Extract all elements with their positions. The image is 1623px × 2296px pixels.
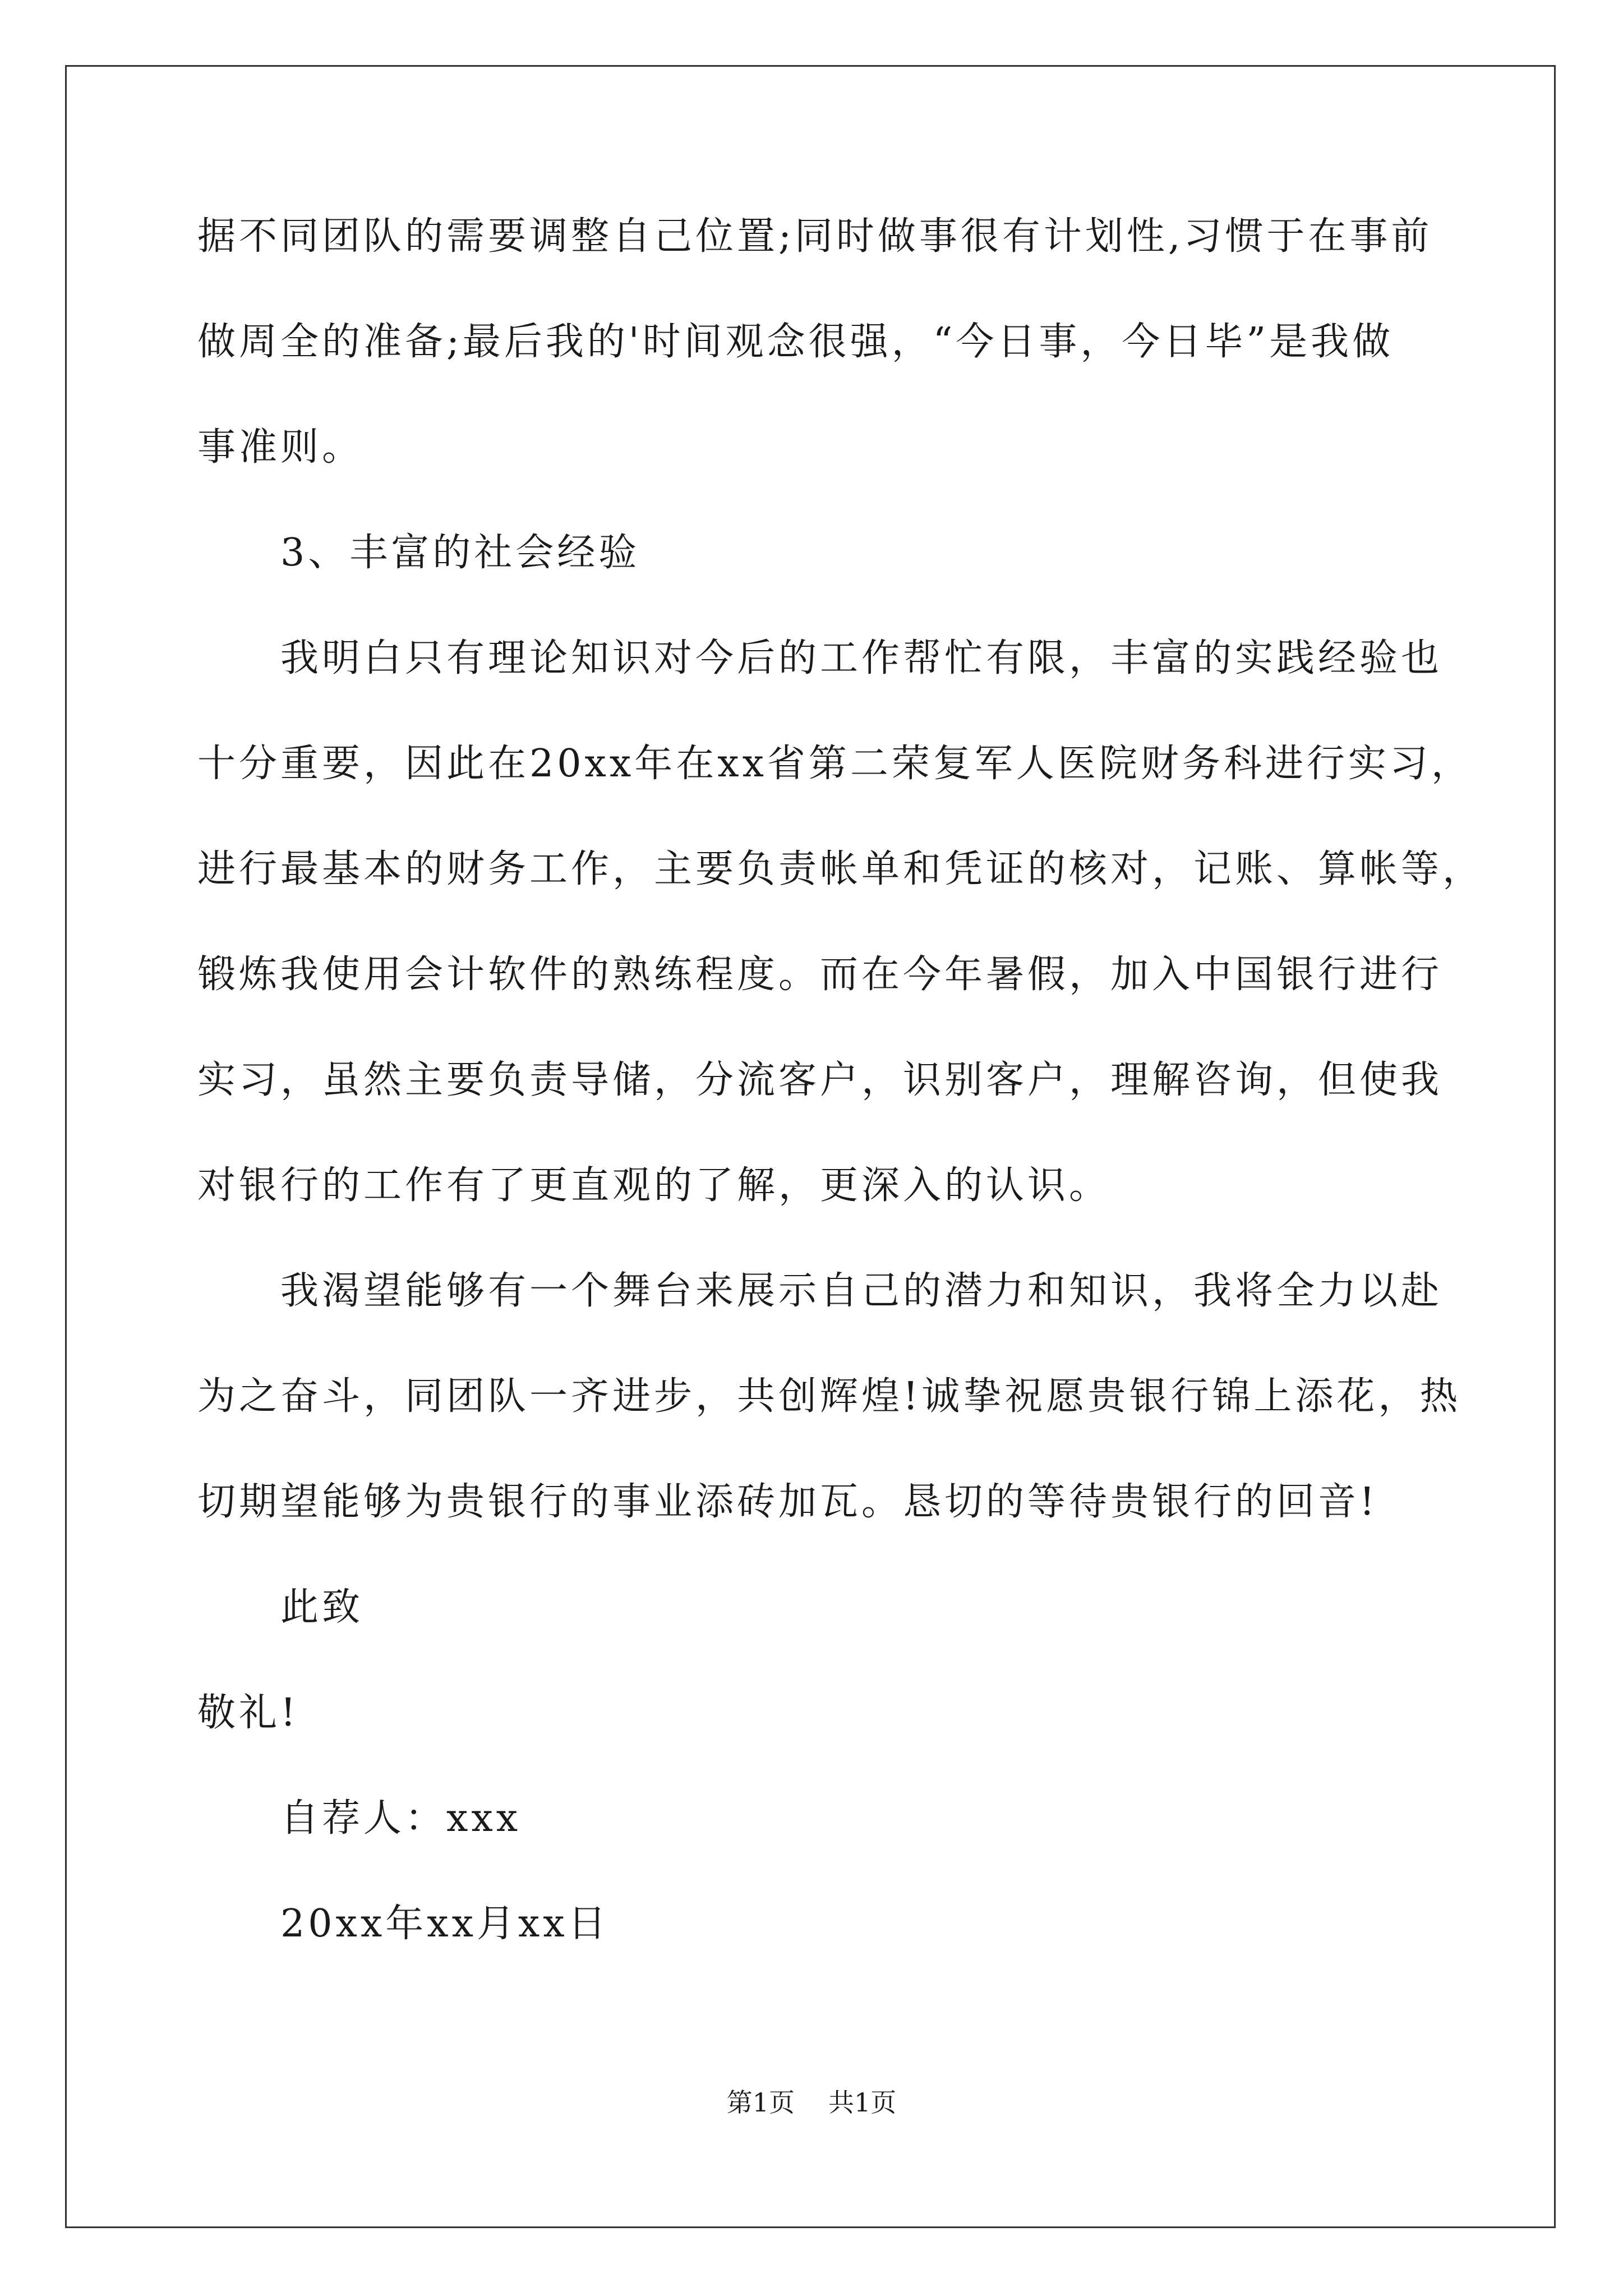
body-line: 我明白只有理论知识对今后的工作帮忙有限，丰富的实践经验也	[280, 636, 1443, 680]
body-line: 我渴望能够有一个舞台来展示自己的潜力和知识，我将全力以赴	[280, 1269, 1443, 1313]
body-line: 做周全的准备;最后我的'时间观念很强，“今日事，今日毕”是我做	[197, 320, 1394, 364]
page-footer	[0, 2087, 1623, 2118]
section-heading: 3、丰富的社会经验	[280, 531, 640, 575]
signature-line: 自荐人：xxx	[280, 1796, 522, 1841]
body-line: 为之奋斗，同团队一齐进步，共创辉煌!诚挚祝愿贵银行锦上添花，热	[197, 1374, 1461, 1419]
closing-salutation: 此致	[280, 1585, 364, 1630]
body-line: 实习，虽然主要负责导储，分流客户，识别客户，理解咨询，但使我	[197, 1058, 1443, 1102]
date-line: 20xx年xx月xx日	[280, 1902, 610, 1946]
current-page-number: 第1页	[726, 2087, 795, 2118]
body-line: 进行最基本的财务工作，主要负责帐单和凭证的核对，记账、算帐等，	[197, 847, 1484, 891]
body-line: 锻炼我使用会计软件的熟练程度。而在今年暑假，加入中国银行进行	[197, 953, 1443, 997]
body-line: 十分重要，因此在20xx年在xx省第二荣复军人医院财务科进行实习，	[197, 742, 1473, 786]
body-line: 切期望能够为贵银行的事业添砖加瓦。恳切的等待贵银行的回音!	[197, 1480, 1378, 1524]
total-pages: 共1页	[828, 2087, 897, 2118]
body-line: 据不同团队的需要调整自己位置;同时做事很有计划性,习惯于在事前	[197, 214, 1433, 259]
body-line: 对银行的工作有了更直观的了解，更深入的认识。	[197, 1163, 1111, 1208]
body-line: 事准则。	[197, 425, 364, 470]
closing-regards: 敬礼!	[197, 1691, 299, 1735]
